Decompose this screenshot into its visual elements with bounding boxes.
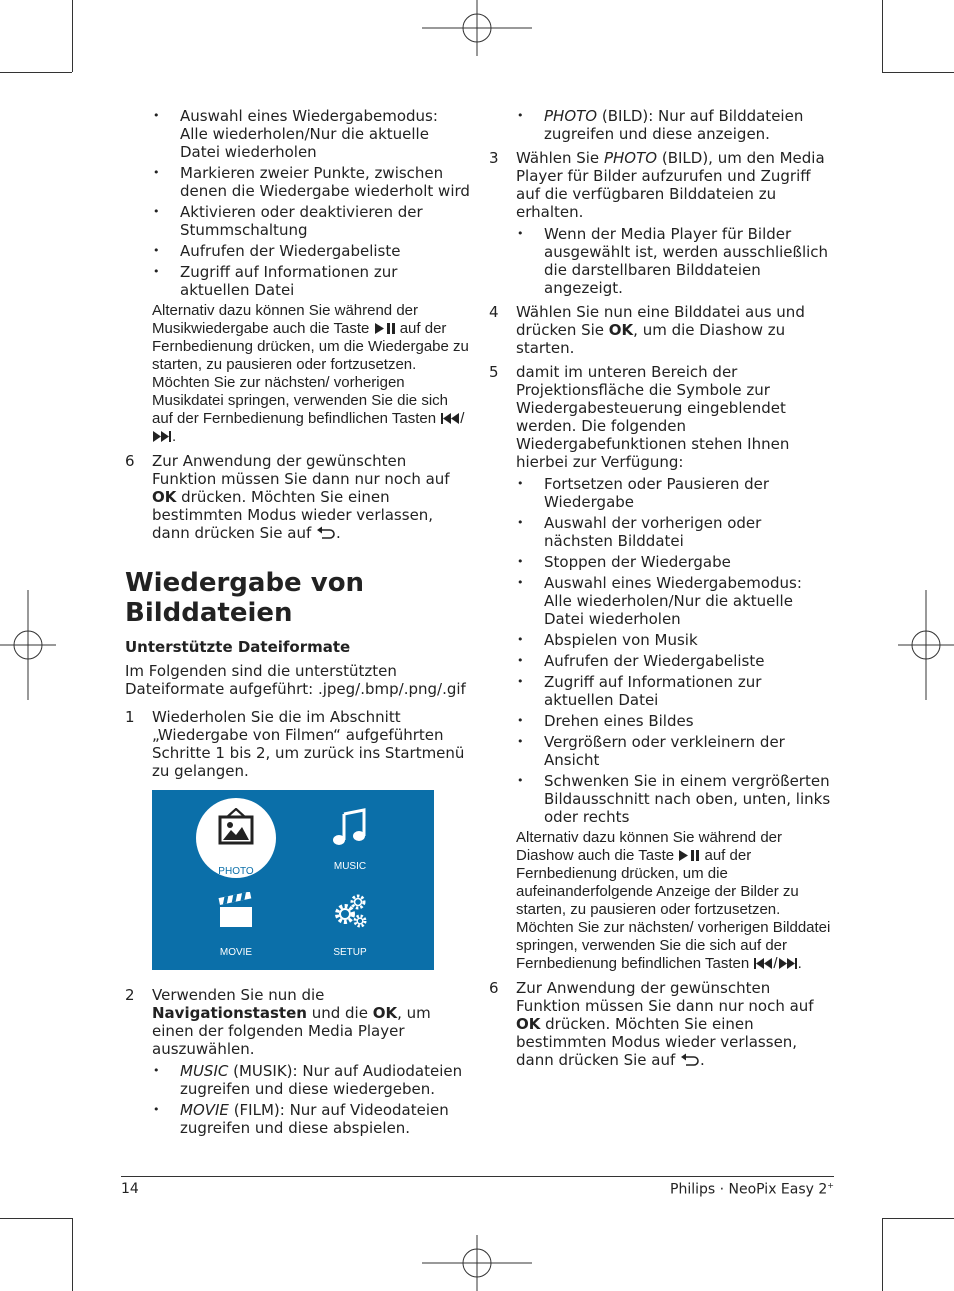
step-text: , um die Diashow zu starten. bbox=[516, 321, 786, 357]
bullet-item: • Aktivieren oder deaktivieren der Stummschaltung bbox=[125, 203, 470, 239]
mode-description: (MUSIK): Nur auf Audiodateien zugreifen und diese wiedergeben. bbox=[180, 1062, 463, 1098]
step-6-left: 6 Zur Anwendung der gewünschten Funktion müssen Sie dann nur noch auf OK drücken. Möchten Sie einen bestimmten Modus wieder verlassen, dann drücken Sie auf . bbox=[125, 452, 450, 542]
next-track-icon bbox=[152, 430, 172, 443]
step-number: 2 bbox=[125, 986, 135, 1004]
bullet-item: • Auswahl eines Wiedergabemodus: Alle wiederholen/Nur die aktuelle Datei wiederholen bbox=[489, 574, 834, 628]
play-pause-icon bbox=[678, 849, 700, 862]
step-text: Verwenden Sie nun die bbox=[152, 986, 325, 1004]
bullet-item-photo bbox=[489, 107, 834, 143]
bullet-item: • Abspielen von Musik bbox=[489, 631, 834, 649]
menu-item-music[interactable] bbox=[305, 800, 395, 880]
step-text: Wiederholen Sie die im Abschnitt „Wiedergabe von Filmen“ aufgeführten Schritte 1 bis 2, um zurück ins Startmenü zu gelangen. bbox=[152, 708, 465, 780]
step-1 bbox=[125, 708, 470, 780]
ok-key-label: OK bbox=[608, 321, 634, 339]
bullet-item: • Aufrufen der Wiedergabeliste bbox=[125, 242, 470, 260]
ok-key-label: OK bbox=[372, 1004, 398, 1022]
bullet-item: • Fortsetzen oder Pausieren der Wiedergabe bbox=[489, 475, 834, 511]
step-text: Zur Anwendung der gewünschten Funktion müssen Sie dann nur noch auf bbox=[152, 452, 450, 488]
step-number: 1 bbox=[125, 708, 135, 726]
photo-label: PHOTO bbox=[603, 149, 658, 167]
step-text: drücken. Möchten Sie einen bestimmten Modus wieder verlassen, dann drücken Sie auf bbox=[152, 488, 434, 542]
mode-label: MUSIC bbox=[180, 1062, 229, 1080]
mode-description: (FILM): Nur auf Videodateien zugreifen und diese abspielen. bbox=[180, 1101, 449, 1137]
ok-key-label: OK bbox=[516, 1015, 541, 1033]
step-text: drücken. Möchten Sie einen bestimmten Modus wieder verlassen, dann drücken Sie auf bbox=[516, 1015, 798, 1069]
back-icon bbox=[316, 526, 336, 540]
step-text: Wählen Sie nun eine Bilddatei aus und drücken Sie bbox=[516, 303, 805, 339]
alternative-paragraph: Alternativ dazu können Sie während der Musikwiedergabe auch die Taste auf der Fernbedienung drücken, um die Wiedergabe zu starten, zu pausieren oder fortzusetzen. Möchten Sie zur nächsten/ vorherigen Musikdatei springen, verwenden Sie die sich auf der Fernbedienung befindlichen Tasten /. bbox=[152, 302, 469, 445]
step-text: damit im unteren Bereich der Projektionsfläche die Symbole zur Wiedergabesteuerung eingeblendet werden. Die folgenden Wiedergabefunktionen stehen Ihnen hierbei zur Verfügung: bbox=[516, 363, 790, 471]
step-2 bbox=[125, 986, 470, 1058]
menu-label: PHOTO bbox=[218, 866, 254, 877]
bullet-item: • Drehen eines Bildes bbox=[489, 712, 834, 730]
menu-item-movie[interactable] bbox=[191, 886, 281, 966]
bullet-item-movie bbox=[125, 1101, 470, 1137]
step-number: 6 bbox=[125, 452, 135, 470]
bullet-item-music bbox=[125, 1062, 470, 1098]
gears-icon bbox=[331, 892, 369, 930]
alt-text-part-2: auf der Fernbedienung drücken, um die Wiedergabe zu starten, zu pausieren oder fortzusetzen. Möchten Sie zur nächsten/ vorherigen Musikdatei springen, verwenden Sie die sich auf der Fernbedienung befindlichen Tasten bbox=[152, 320, 469, 427]
media-player-menu bbox=[152, 790, 434, 970]
bullet-item: • Zugriff auf Informationen zur aktuellen Datei bbox=[489, 673, 834, 709]
alt-text-part-2: auf der Fernbedienung drücken, um die aufeinanderfolgende Anzeige der Bilder zu starten, zu pausieren oder fortzusetzen. Möchten Sie zur nächsten/ vorherigen Bilddatei springen, verwenden Sie die sich auf der Fernbedienung befindlichen Tasten bbox=[516, 847, 831, 972]
back-icon bbox=[680, 1053, 700, 1067]
bullet-item: • Wenn der Media Player für Bilder ausgewählt ist, werden ausschließlich die darstellbaren Bilddateien angezeigt. bbox=[489, 225, 834, 297]
section-heading: Wiedergabe von Bilddateien bbox=[125, 568, 365, 628]
menu-item-photo[interactable] bbox=[191, 802, 281, 882]
alt-text-part-1: Alternativ dazu können Sie während der Diashow auch die Taste bbox=[516, 829, 783, 864]
footer-rule bbox=[121, 1176, 834, 1177]
alternative-paragraph: Alternativ dazu können Sie während der Diashow auch die Taste auf der Fernbedienung drücken, um die aufeinanderfolgende Anzeige der Bilder zu starten, zu pausieren oder fortzusetzen. Möchten Sie zur nächsten/ vorherigen Bilddatei springen, verwenden Sie die sich auf der Fernbedienung befindlichen Tasten / . bbox=[516, 829, 831, 972]
menu-label: MUSIC bbox=[333, 861, 367, 872]
product-superscript: + bbox=[827, 1181, 834, 1190]
product-name bbox=[670, 1181, 834, 1198]
bullet-item: • Aufrufen der Wiedergabeliste bbox=[489, 652, 834, 670]
mode-label: MOVIE bbox=[180, 1101, 229, 1119]
previous-track-icon bbox=[753, 957, 773, 970]
previous-track-icon bbox=[440, 412, 460, 425]
step-3 bbox=[489, 149, 834, 221]
step-text: Zur Anwendung der gewünschten Funktion müssen Sie dann nur noch auf bbox=[516, 979, 814, 1015]
step-5 bbox=[489, 363, 834, 471]
left-column bbox=[125, 107, 470, 1140]
step-number: 4 bbox=[489, 303, 499, 321]
registration-mark-top bbox=[422, 0, 532, 56]
registration-mark-right bbox=[898, 590, 954, 700]
navigation-keys-label: Navigationstasten bbox=[152, 1004, 307, 1022]
bullet-item: • Zugriff auf Informationen zur aktuellen Datei bbox=[125, 263, 470, 299]
step-text: Wählen Sie bbox=[516, 149, 600, 167]
bullet-item: • Markieren zweier Punkte, zwischen denen die Wiedergabe wiederholt wird bbox=[125, 164, 470, 200]
step-text: (BILD), um den Media Player für Bilder aufzurufen und Zugriff auf die verfügbaren Bilddateien zu erhalten. bbox=[516, 149, 825, 221]
menu-label: SETUP bbox=[333, 947, 367, 958]
product-name-text: Philips · NeoPix Easy 2 bbox=[670, 1181, 828, 1198]
music-note-icon bbox=[332, 808, 368, 848]
step-6-right: 6 Zur Anwendung der gewünschten Funktion müssen Sie dann nur noch auf OK drücken. Möchten Sie einen bestimmten Modus wieder verlassen, dann drücken Sie auf . bbox=[489, 979, 814, 1069]
step-4 bbox=[489, 303, 834, 357]
bullet-item: • Vergrößern oder verkleinern der Ansicht bbox=[489, 733, 834, 769]
alt-text-part-1: Alternativ dazu können Sie während der Musikwiedergabe auch die Taste bbox=[152, 302, 419, 337]
registration-mark-bottom bbox=[422, 1235, 532, 1291]
registration-mark-left bbox=[0, 590, 56, 700]
bullet-item: • Schwenken Sie in einem vergrößerten Bildausschnitt nach oben, unten, links oder rechts bbox=[489, 772, 834, 826]
menu-item-setup[interactable] bbox=[305, 886, 395, 966]
step-number: 5 bbox=[489, 363, 499, 381]
bullet-item: • Stoppen der Wiedergabe bbox=[489, 553, 834, 571]
step-text: und die bbox=[311, 1004, 368, 1022]
formats-paragraph: Im Folgenden sind die unterstützten Dateiformate aufgeführt: .jpeg/.bmp/.png/.gif bbox=[125, 662, 466, 698]
right-column bbox=[489, 107, 834, 1073]
bullet-item: • Auswahl der vorherigen oder nächsten Bilddatei bbox=[489, 514, 834, 550]
ok-key-label: OK bbox=[152, 488, 177, 506]
menu-label: MOVIE bbox=[219, 947, 253, 958]
page-number: 14 bbox=[121, 1181, 139, 1197]
subheading: Unterstützte Dateiformate bbox=[125, 638, 351, 656]
step-number: 3 bbox=[489, 149, 499, 167]
step-number: 6 bbox=[489, 979, 499, 997]
step-text: , um einen der folgenden Media Player auszuwählen. bbox=[152, 1004, 431, 1058]
photo-icon bbox=[218, 808, 254, 846]
clapperboard-icon bbox=[218, 892, 254, 930]
next-track-icon bbox=[778, 957, 798, 970]
play-pause-icon bbox=[374, 322, 396, 335]
mode-label: PHOTO bbox=[544, 107, 598, 125]
mode-description: (BILD): Nur auf Bilddateien zugreifen und diese anzeigen. bbox=[544, 107, 804, 143]
bullet-item: • Auswahl eines Wiedergabemodus: Alle wiederholen/Nur die aktuelle Datei wiederholen bbox=[125, 107, 470, 161]
